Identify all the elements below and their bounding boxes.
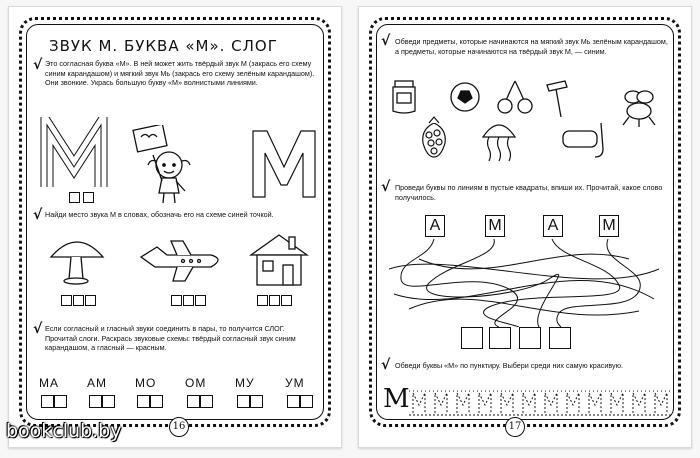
checkmark-icon: √ <box>381 357 391 373</box>
raspberry-icon <box>417 115 451 159</box>
cherries-icon <box>495 77 535 117</box>
page-title: ЗВУК М. БУКВА «М». СЛОГ <box>49 37 278 55</box>
checkmark-icon: √ <box>381 179 391 195</box>
ball-icon <box>449 81 481 113</box>
answer-box[interactable] <box>461 327 483 349</box>
jar-icon <box>389 79 419 115</box>
task-1-text: Это согласная буква «М». В ней может жить твёрдый звук М (закрась его схему синим карандашом) и мягкий звук Мь (закрась его схему зелёным карандашом). Они звонкие. Укрась большую букву «М» волнистыми линиями. <box>45 59 315 87</box>
checkmark-icon: √ <box>33 207 43 223</box>
girl-with-sign-icon <box>129 125 199 205</box>
sound-scheme-box[interactable] <box>61 295 72 306</box>
sound-scheme-box[interactable] <box>83 192 94 203</box>
watermark: bookclub.by <box>6 420 122 442</box>
syllable: МО <box>135 376 157 390</box>
syllable-scheme-box[interactable] <box>137 395 150 408</box>
syllable-scheme-box[interactable] <box>250 395 263 408</box>
page-number: 17 <box>505 417 525 437</box>
left-page <box>8 6 342 448</box>
syllable-scheme-box[interactable] <box>300 395 313 408</box>
tangled-lines-maze <box>389 239 661 327</box>
syllable-scheme-box[interactable] <box>102 395 115 408</box>
syllable-scheme-box[interactable] <box>150 395 163 408</box>
task-2-text: Найди место звука М в словах, обозначь его на схеме синей точкой. <box>45 210 274 219</box>
syllable: АМ <box>87 376 107 390</box>
answer-box[interactable] <box>489 327 511 349</box>
mushroom-icon <box>47 233 107 285</box>
sound-scheme-box[interactable] <box>195 295 206 306</box>
sound-scheme-box[interactable] <box>69 192 80 203</box>
syllable-scheme-box[interactable] <box>237 395 250 408</box>
sound-scheme-box[interactable] <box>257 295 268 306</box>
dotted-letters-row[interactable] <box>409 387 673 417</box>
sound-scheme-box[interactable] <box>183 295 194 306</box>
maze-letter: А <box>543 215 563 237</box>
answer-box[interactable] <box>549 327 571 349</box>
syllable: МА <box>39 376 59 390</box>
syllable: МУ <box>235 376 255 390</box>
syllable-scheme-box[interactable] <box>89 395 102 408</box>
syllable-scheme-box[interactable] <box>54 395 67 408</box>
syllable-scheme-box[interactable] <box>200 395 213 408</box>
checkmark-icon: √ <box>33 57 43 73</box>
maze-letter: А <box>425 215 445 237</box>
right-page <box>358 6 692 448</box>
syllable-scheme-box[interactable] <box>187 395 200 408</box>
house-icon <box>249 231 309 287</box>
letter-m-outline-icon <box>249 127 319 199</box>
sound-scheme-box[interactable] <box>73 295 84 306</box>
sound-scheme-box[interactable] <box>269 295 280 306</box>
airplane-icon <box>137 239 227 283</box>
page-number: 16 <box>169 417 189 437</box>
checkmark-icon: √ <box>381 33 391 49</box>
sound-scheme-box[interactable] <box>85 295 96 306</box>
diving-mask-icon <box>559 119 615 159</box>
task-2-text: Проведи буквы по линиям в пустые квадраты, впиши их. Прочитай, какое слово получилось. <box>395 183 663 202</box>
copy-letter: M <box>383 384 410 414</box>
sound-scheme-box[interactable] <box>171 295 182 306</box>
fly-icon <box>615 87 665 127</box>
syllable: УМ <box>285 376 305 390</box>
syllable-scheme-box[interactable] <box>41 395 54 408</box>
answer-box[interactable] <box>519 327 541 349</box>
task-3-text: Обведи буквы «М» по пунктиру. Выбери среди них самую красивую. <box>395 361 624 370</box>
maze-letter: М <box>485 215 505 237</box>
syllable-scheme-box[interactable] <box>287 395 300 408</box>
syllable: ОМ <box>185 376 207 390</box>
task-1-text: Обведи предметы, которые начинаются на мягкий звук Мь зелёным карандашом, а предметы, которые начинаются на твёрдый звук М, — синим. <box>395 37 668 56</box>
hammer-icon <box>541 79 577 119</box>
sound-scheme-box[interactable] <box>281 295 292 306</box>
checkmark-icon: √ <box>33 321 43 337</box>
jellyfish-icon <box>479 119 519 163</box>
letter-m-striped-icon <box>39 117 109 197</box>
maze-letter: М <box>599 215 619 237</box>
task-3-text: Если согласный и гласный звуки соединить в пары, то получится СЛОГ. Прочитай слоги. Раскрась звуковые схемы: твёрдый согласный звук синим карандашом, а гласный — красным. <box>45 324 296 352</box>
